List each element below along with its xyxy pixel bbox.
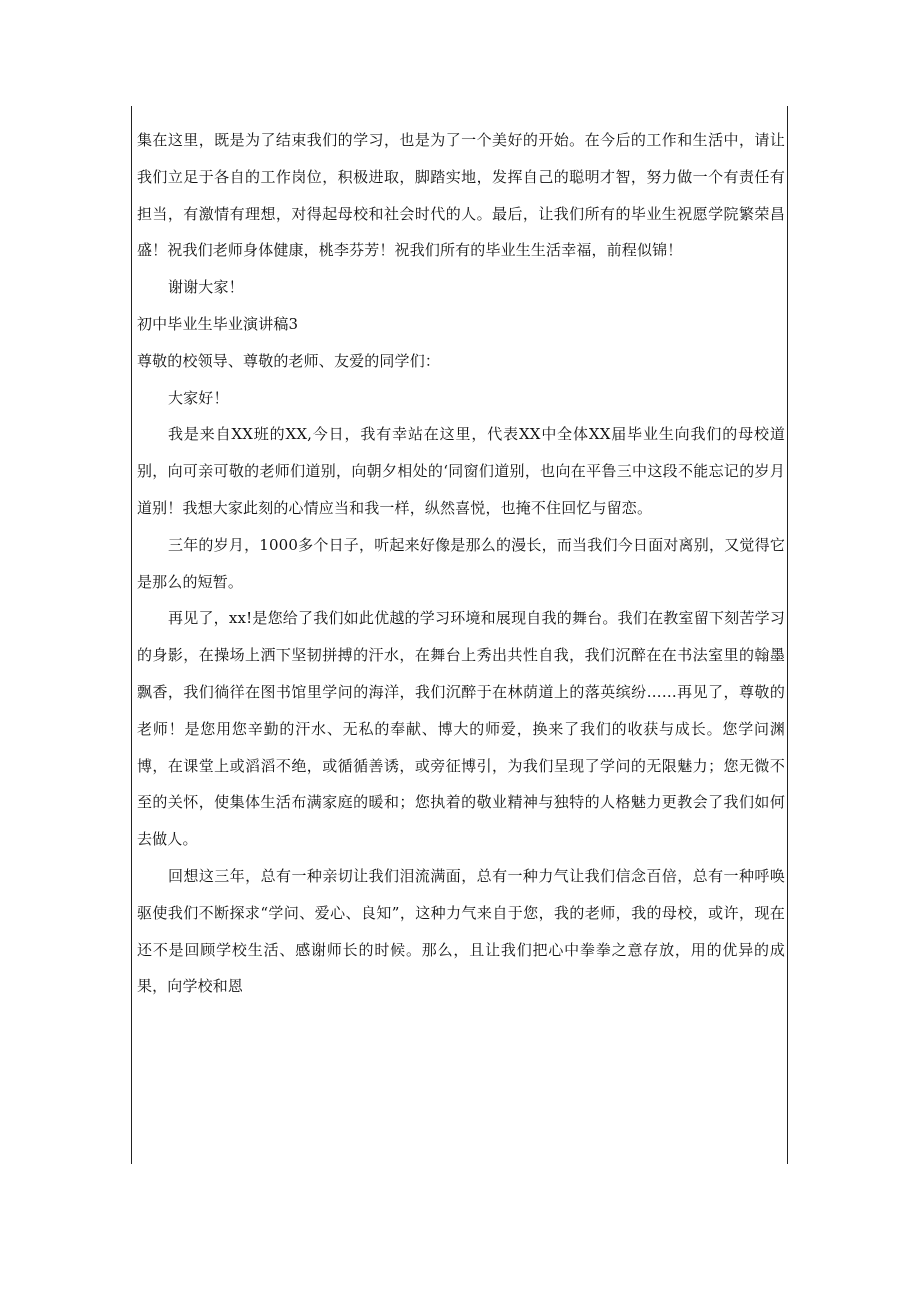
salutation: 尊敬的校领导、尊敬的老师、友爱的同学们： — [137, 351, 441, 370]
page-border-right — [787, 106, 788, 1164]
page-border-left — [131, 106, 132, 1164]
paragraph-three-years: 三年的岁月，1000多个日子，听起来好像是那么的漫长，而当我们今日面对离别，又觉得它是那么的短暂。 — [137, 535, 785, 591]
document-body — [137, 122, 785, 1005]
paragraph-thanks: 谢谢大家！ — [168, 278, 244, 297]
paragraph-reflection: 回想这三年，总有一种亲切让我们泪流满面，总有一种力气让我们信念百倍，总有一种呼唤驱使我们不断探求“学问、爱心、良知”，这种力气来自于您，我的老师，我的母校，或许，现在还不是回顾学校生活、感谢师长的时候。那么，且让我们把心中拳拳之意存放，用的优异的成果，向学校和恩 — [137, 866, 785, 996]
greeting: 大家好！ — [168, 388, 229, 407]
paragraph-closing-continued: 集在这里，既是为了结束我们的学习，也是为了一个美好的开始。在今后的工作和生活中，请让我们立足于各自的工作岗位，积极进取，脚踏实地，发挥自己的聪明才智，努力做一个有责任有担当，有激情有理想，对得起母校和社会时代的人。最后，让我们所有的毕业生祝愿学院繁荣昌盛！祝我们老师身体健康，桃李芬芳！祝我们所有的毕业生生活幸福，前程似锦！ — [137, 131, 785, 260]
paragraph-farewell: 再见了，xx!是您给了我们如此优越的学习环境和展现自我的舞台。我们在教室留下刻苦学习的身影，在操场上洒下坚韧拼搏的汗水，在舞台上秀出共性自我，我们沉醉在在书法室里的翰墨飘香，我们徜徉在图书馆里学问的海洋，我们沉醉于在林荫道上的落英缤纷……再见了，尊敬的老师！是您用您辛勤的汗水、无私的奉献、博大的师爱，换来了我们的收获与成长。您学问渊博，在课堂上或滔滔不绝，或循循善诱，或旁征博引，为我们呈现了学问的无限魅力；您无微不至的关怀，使集体生活布满家庭的暖和；您执着的敬业精神与独特的人格魅力更教会了我们如何去做人。 — [137, 609, 785, 849]
paragraph-introduction: 我是来自XX班的XX,今日，我有幸站在这里，代表XX中全体XX届毕业生向我们的母校道别，向可亲可敬的老师们道别，向朝夕相处的‘同窗们道别，也向在平鲁三中这段不能忘记的岁月道别！我想大家此刻的心情应当和我一样，纵然喜悦，也掩不住回忆与留恋。 — [137, 425, 785, 517]
section-heading: 初中毕业生毕业演讲稿3 — [137, 314, 299, 333]
